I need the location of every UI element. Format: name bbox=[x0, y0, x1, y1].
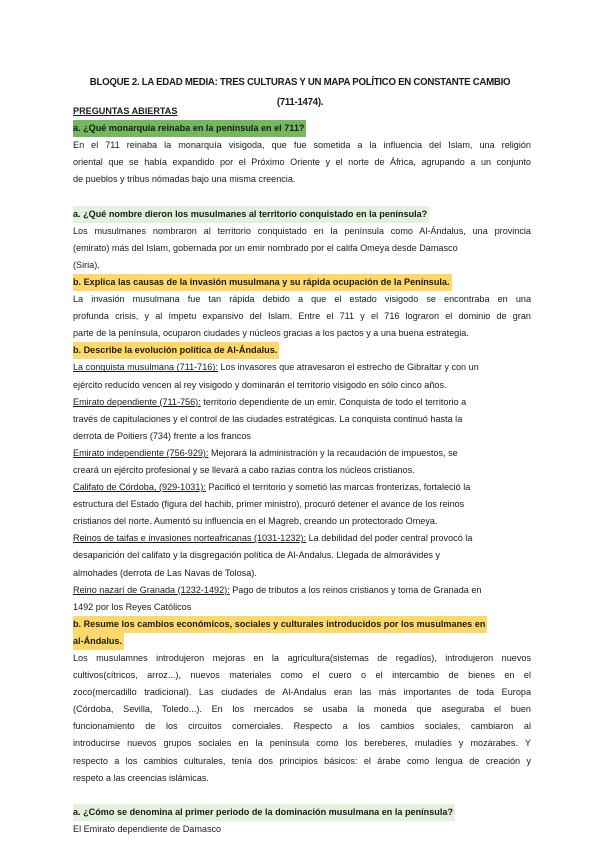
period-taifas: Reinos de taifas e invasiones norteafricanas (1031-1232): La debilidad del poder central provocó la bbox=[73, 533, 473, 544]
period-label: Emirato dependiente (711-756): bbox=[73, 396, 201, 407]
answer-3-line: profunda crisis, y al ímpetu expansivo del Islam. Entre el 711 y el 716 lograron el dominio de gran bbox=[73, 311, 531, 322]
question-4: b. Describe la evolución política de Al-Ándalus. bbox=[73, 342, 279, 359]
period-text-line: 1492 por los Reyes Católicos bbox=[73, 601, 192, 612]
answer-1-line: oriental que se había expandido por el Próximo Oriente y el norte de África, agrupando a un conjunto bbox=[73, 157, 531, 168]
answer-5-line: respecto a los cambios culturales, tenía dos principios básicos: el árabe como lengua de creación y bbox=[73, 755, 531, 766]
period-label: La conquista musulmana (711-716): bbox=[73, 362, 218, 373]
title-line-1: BLOQUE 2. LA EDAD MEDIA: TRES CULTURAS Y UN MAPA POLÍTICO EN CONSTANTE CAMBIO bbox=[89, 76, 511, 88]
question-6: a. ¿Cómo se denomina al primer periodo de la dominación musulmana en la península? bbox=[73, 804, 455, 821]
answer-5-line: zoco(mercadillo tradicional). Las ciudades de Al-Andalus eran las más importantes de toda Europa bbox=[73, 687, 531, 698]
question-1: a. ¿Qué monarquía reinaba en la península en el 711? bbox=[73, 120, 306, 137]
question-5-cont: al-Ándalus. bbox=[73, 633, 124, 650]
period-califato: Califato de Córdoba, (929-1031): Pacificó el territorio y sometió las marcas fronterizas, fortaleció la bbox=[73, 482, 471, 493]
period-text-line: través de capitulaciones y el control de las ciudades estratégicas. La conquista continuó hasta la bbox=[73, 413, 463, 424]
answer-1-line: En el 711 reinaba la monarquía visigoda, que fue sometida a la influencia del Islam, una religión bbox=[73, 140, 531, 151]
period-text-line: almohades (derrota de Las Navas de Tolosa). bbox=[73, 567, 257, 578]
period-text-line: ejército reducido vencen al rey visigodo y dominarán el territorio visigodo en sólo cinco años. bbox=[73, 379, 447, 390]
answer-1-line: de pueblos y tribus nómadas bajo una misma creencia. bbox=[73, 174, 296, 185]
answer-5-line: cultivos(cítricos, arroz...), nuevos materiales como el cuero o el intercambio de bienes en el bbox=[73, 670, 531, 681]
question-3: b. Explica las causas de la invasión musulmana y su rápida ocupación de la Península. bbox=[73, 274, 452, 291]
period-emirato-independiente: Emirato independiente (756-929): Mejorará la administración y la recaudación de impuestos, se bbox=[73, 447, 458, 458]
period-text-line: derrota de Poitiers (734) frente a los francos bbox=[73, 430, 251, 441]
section-heading: PREGUNTAS ABIERTAS bbox=[73, 106, 178, 116]
answer-6: El Emirato dependiente de Damasco bbox=[73, 823, 222, 834]
document-body bbox=[73, 103, 531, 838]
period-label: Califato de Córdoba, (929-1031): bbox=[73, 482, 206, 493]
answer-5-line: introducirse nuevos grupos sociales en la península como los bereberes, muladíes y mozárabes. Y bbox=[73, 738, 531, 749]
title-line-2: (711-1474). bbox=[276, 96, 324, 108]
period-nazari: Reino nazarí de Granada (1232-1492): Pago de tributos a los reinos cristianos y toma de Granada en bbox=[73, 584, 482, 595]
period-conquista: La conquista musulmana (711-716): Los invasores que atravesaron el estrecho de Gibraltar y con un bbox=[73, 362, 479, 373]
question-2: a. ¿Qué nombre dieron los musulmanes al territorio conquistado en la península? bbox=[73, 206, 429, 223]
period-text-line: creará un ejército profesional y se llevará a cabo razias contra los núcleos cristianos. bbox=[73, 464, 415, 475]
answer-5-line: Los musulamnes introdujeron mejoras en la agricultura(sistemas de regadíos), introdujeron nuevos bbox=[73, 653, 531, 663]
answer-2-line: Los musulmanes nombraron al territorio conquistado en la península como Al-Ándalus, una provincia bbox=[73, 225, 531, 236]
period-label: Emirato independiente (756-929): bbox=[73, 447, 209, 458]
answer-5-line: (Córdoba, Sevilla, Toledo...). En los mercados se usaba la moneda que aseguraba el buen bbox=[73, 704, 531, 715]
answer-2-line: (Siria). bbox=[73, 259, 100, 270]
answer-3-line: La invasión musulmana fue tan rápida debido a que el estado visigodo se encontraba en una bbox=[73, 294, 531, 305]
answer-5-line: funcionamiento de los circuitos comerciales. Respecto a los cambios sociales, cambiaron al bbox=[73, 721, 531, 732]
period-emirato-dependiente: Emirato dependiente (711-756): territorio dependiente de un emir. Conquista de todo el territorio a bbox=[73, 396, 467, 407]
period-text-line: cristianos del norte. Aumentó su influencia en el Magreb, creando un protectorado Omeya. bbox=[73, 516, 438, 527]
period-text-line: estructura del Estado (figura del hachib, primer ministro), procuró detener el avance de los reinos bbox=[73, 499, 465, 510]
answer-3-line: parte de la península, ocuparon ciudades y núcleos gracias a los pactos y a una buena estrategia. bbox=[73, 328, 469, 339]
period-label: Reinos de taifas e invasiones norteafricanas (1031-1232): bbox=[73, 533, 307, 544]
period-text-line: desaparición del califato y la disgregación política de Al-Andalus. Llegada de almorávides y bbox=[73, 550, 441, 561]
period-label: Reino nazarí de Granada (1232-1492): bbox=[73, 584, 230, 595]
answer-2-line: (emirato) más del Islam, gobernada por un emir nombrado por el califa Omeya desde Damasco bbox=[73, 242, 458, 253]
answer-5-line: respeto a las creencias islámicas. bbox=[73, 772, 209, 783]
question-5: b. Resume los cambios económicos, sociales y culturales introducidos por los musulmanes en bbox=[73, 616, 487, 633]
